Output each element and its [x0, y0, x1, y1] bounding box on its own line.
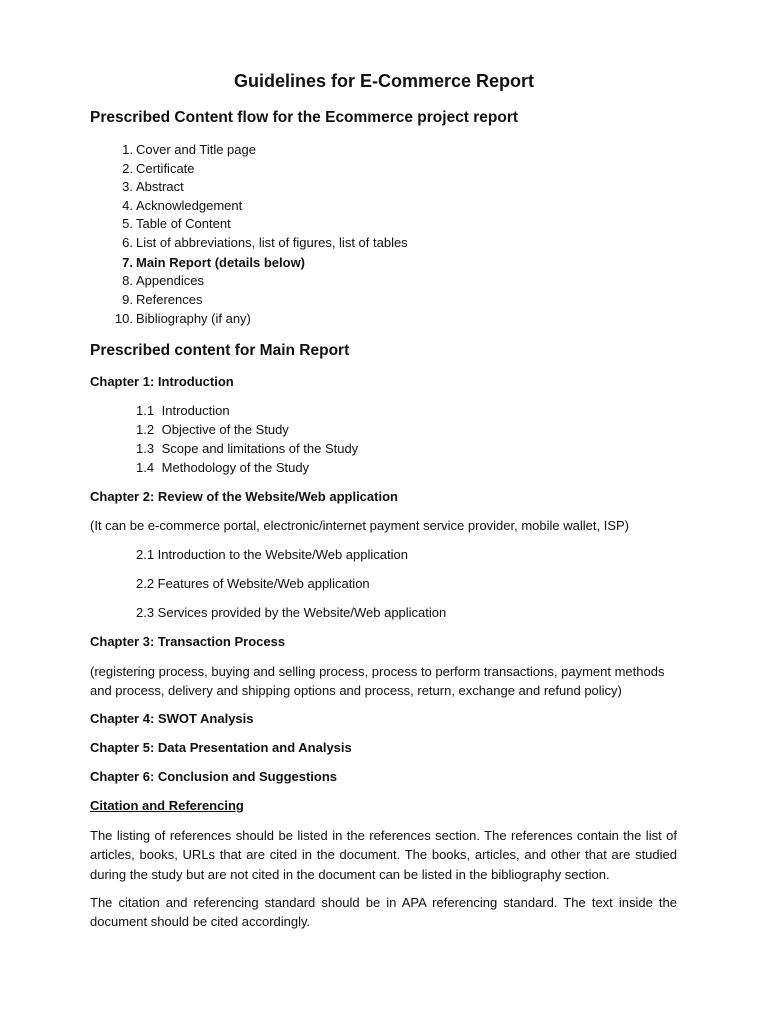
list-item: 5. Table of Content: [122, 216, 231, 231]
document-title: Guidelines for E-Commerce Report: [233, 71, 535, 91]
chapter-1-item: 1.4 Methodology of the Study: [136, 460, 310, 475]
chapter-1-item: 1.3 Scope and limitations of the Study: [136, 441, 359, 456]
chapter-2-item: 2.1 Introduction to the Website/Web application: [136, 547, 408, 562]
list-item: 4. Acknowledgement: [122, 198, 243, 213]
chapter-2-item: 2.2 Features of Website/Web application: [136, 576, 370, 591]
chapter-6-title: Chapter 6: Conclusion and Suggestions: [90, 769, 338, 784]
chapter-4-title: Chapter 4: SWOT Analysis: [90, 711, 254, 726]
list-item: 6. List of abbreviations, list of figures, list of tables: [122, 235, 408, 250]
chapter-2-title: Chapter 2: Review of the Website/Web application: [90, 489, 398, 504]
list-item: 9. References: [122, 292, 203, 307]
chapter-1-item: 1.2 Objective of the Study: [136, 422, 289, 437]
list-item: 1. Cover and Title page: [122, 142, 256, 157]
main-report-heading: Prescribed content for Main Report: [90, 342, 350, 359]
chapter-1-item: 1.1 Introduction: [136, 403, 230, 418]
chapter-3-title: Chapter 3: Transaction Process: [90, 634, 286, 649]
list-item-main-report: 7. Main Report (details below): [122, 255, 306, 270]
citation-paragraph-2: The citation and referencing standard should be in APA referencing standard. The text inside the document should be cited accordingly.: [90, 895, 677, 930]
list-item: 2. Certificate: [122, 161, 195, 176]
chapter-3-note: (registering process, buying and selling process, process to perform transactions, payment methods and process, delivery and shipping options and process, return, exchange and refund policy): [90, 664, 665, 699]
list-item: 8. Appendices: [122, 273, 204, 288]
list-item: 3. Abstract: [122, 179, 184, 194]
chapter-5-title: Chapter 5: Data Presentation and Analysis: [90, 740, 352, 755]
chapter-2-item: 2.3 Services provided by the Website/Web application: [136, 605, 447, 620]
citation-paragraph-1: The listing of references should be listed in the references section. The references contain the list of articles, books, URLs that are cited in the document. The books, articles, and other that are studied during the study but are not cited in the document can be listed in the bibliography section.: [90, 828, 677, 882]
list-item: 10. Bibliography (if any): [114, 311, 251, 326]
content-flow-heading: Prescribed Content flow for the Ecommerce project report: [90, 109, 519, 126]
citation-heading: Citation and Referencing: [90, 798, 244, 813]
chapter-2-note: (It can be e-commerce portal, electronic/internet payment service provider, mobile wallet, ISP): [90, 518, 630, 533]
chapter-1-title: Chapter 1: Introduction: [90, 374, 234, 389]
